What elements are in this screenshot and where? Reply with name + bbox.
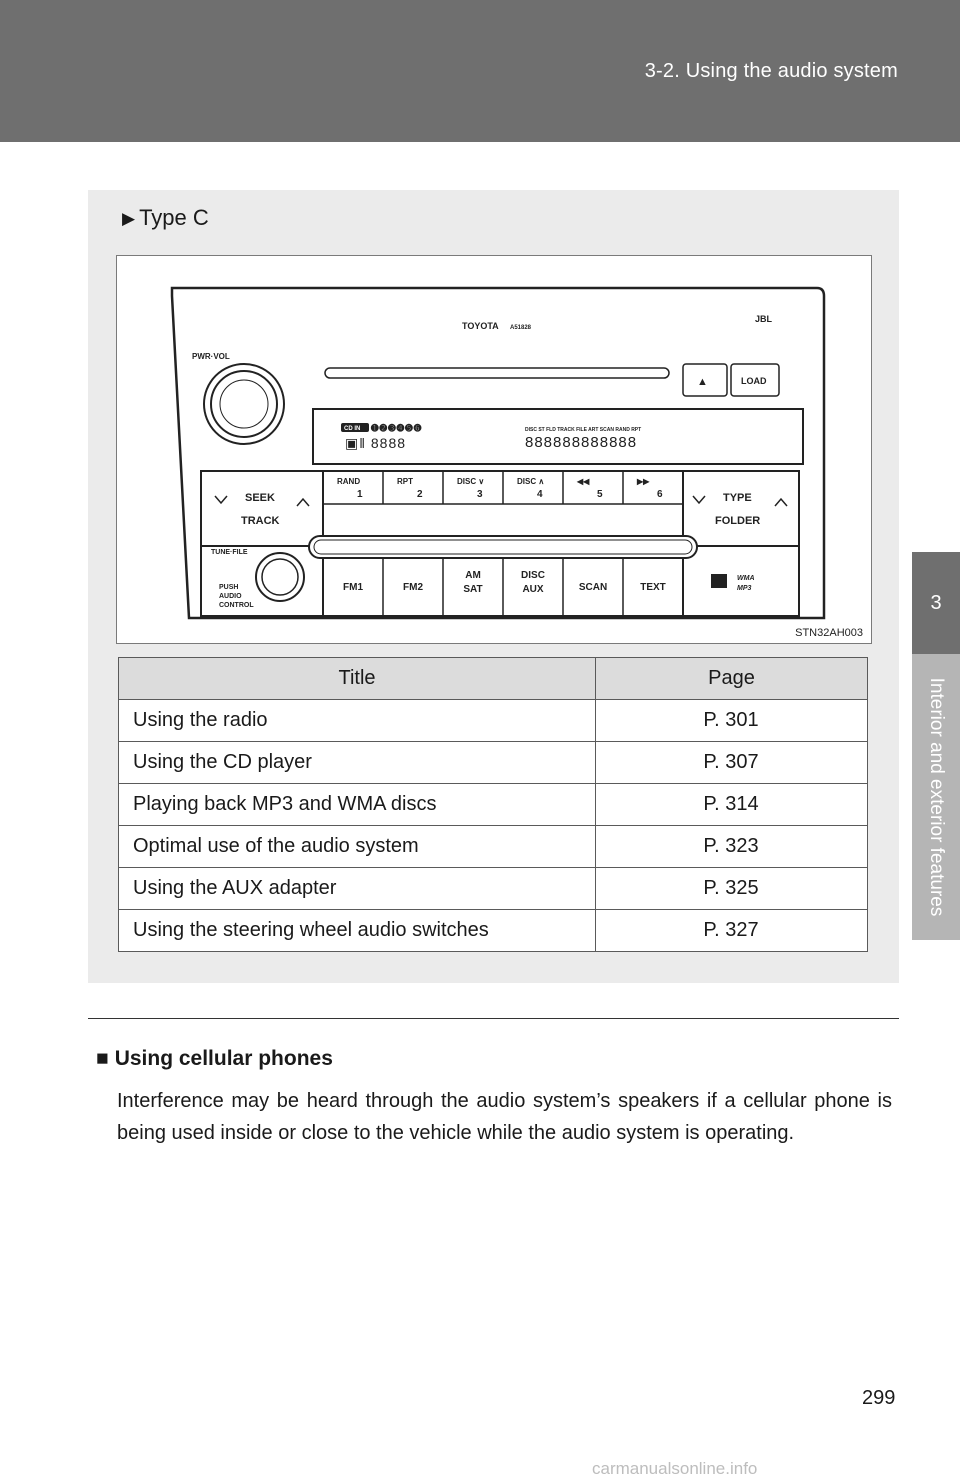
preset-button-6[interactable] — [625, 473, 681, 502]
jbl-logo: JBL — [755, 314, 773, 324]
preset-number: 6 — [657, 489, 663, 500]
mode-button-label: FM1 — [343, 582, 363, 593]
row-title: Using the AUX adapter — [119, 868, 596, 910]
control-label: CONTROL — [219, 602, 254, 609]
mode-button-label: SCAN — [578, 582, 608, 593]
seek-label: SEEK — [245, 492, 275, 504]
preset-number: 5 — [597, 489, 603, 500]
type-folder-button[interactable] — [685, 473, 797, 544]
type-label: TYPE — [723, 492, 752, 504]
row-title: Using the radio — [119, 700, 596, 742]
column-header-title: Title — [119, 658, 596, 700]
mode-button-label: SAT — [463, 584, 483, 595]
tune-file-label: TUNE·FILE — [211, 549, 248, 556]
seek-track-button[interactable] — [203, 473, 321, 544]
model-label: A51828 — [510, 325, 532, 331]
track-label: TRACK — [241, 515, 280, 527]
mode-button-label: AM — [465, 570, 481, 581]
row-title: Playing back MP3 and WMA discs — [119, 784, 596, 826]
row-title: Using the CD player — [119, 742, 596, 784]
preset-button-5[interactable] — [565, 473, 621, 502]
header-bar — [0, 0, 960, 142]
table-row — [119, 826, 868, 868]
disc-badge-icon — [711, 574, 727, 588]
preset-button-2[interactable] — [385, 473, 441, 502]
row-page-link[interactable]: P. 307 — [596, 742, 868, 784]
table-row — [119, 910, 868, 952]
cd-in-indicator: CD IN — [344, 426, 361, 432]
preset-top-label: RAND — [337, 477, 361, 486]
reference-table — [118, 657, 868, 952]
preset-top-label: ◀◀ — [577, 477, 590, 486]
table-row — [119, 784, 868, 826]
preset-number: 2 — [417, 489, 423, 500]
row-page-link[interactable]: P. 325 — [596, 868, 868, 910]
mp3-badge: MP3 — [737, 585, 752, 592]
row-page-link[interactable]: P. 327 — [596, 910, 868, 952]
section-divider — [88, 1018, 899, 1019]
table-row — [119, 700, 868, 742]
preset-top-label: RPT — [397, 477, 413, 486]
triangle-right-icon: ▶ — [122, 209, 136, 228]
display-indicators: DISC ST FLD TRACK FILE ART SCAN RAND RPT — [525, 427, 642, 433]
wma-badge: WMA — [737, 575, 755, 582]
preset-top-label: DISC ∧ — [517, 477, 545, 486]
row-page-link[interactable]: P. 314 — [596, 784, 868, 826]
cd-slot — [325, 368, 669, 378]
load-label: LOAD — [741, 376, 767, 386]
preset-number: 3 — [477, 489, 483, 500]
section-title: 3-2. Using the audio system — [644, 60, 898, 82]
svg-text:▣ǁ 8888: ▣ǁ 8888 — [345, 435, 407, 451]
page-number: 299 — [862, 1387, 896, 1409]
chapter-tab-number[interactable]: 3 — [912, 552, 960, 654]
svg-text:888888888888: 888888888888 — [525, 434, 638, 451]
power-knob-label: PWR·VOL — [192, 352, 230, 361]
table-row — [119, 868, 868, 910]
brand-label: TOYOTA — [462, 321, 499, 331]
svg-text:➊➋➌➍➎➏: ➊➋➌➍➎➏ — [371, 423, 423, 433]
preset-top-label: DISC ∨ — [457, 477, 485, 486]
row-title: Optimal use of the audio system — [119, 826, 596, 868]
mode-button-label: FM2 — [403, 582, 423, 593]
chapter-tab[interactable] — [912, 654, 960, 940]
row-page-link[interactable]: P. 323 — [596, 826, 868, 868]
note-heading — [96, 1047, 333, 1071]
row-title: Using the steering wheel audio switches — [119, 910, 596, 952]
mode-button-label: DISC — [521, 570, 545, 581]
column-header-page: Page — [596, 658, 868, 700]
audio-unit-figure — [116, 255, 872, 644]
eject-icon: ▲ — [697, 376, 708, 388]
mode-button-label: TEXT — [640, 582, 666, 593]
chapter-tab-label: Interior and exterior features — [926, 677, 947, 917]
type-heading-text: Type C — [139, 205, 209, 230]
note-body: Interference may be heard through the audio system’s speakers if a cellular phone is being used inside or close to the vehicle while the audio system is operating. — [117, 1090, 892, 1144]
table-header-row — [119, 658, 868, 700]
audio-unit-illustration — [117, 256, 873, 645]
square-bullet-icon: ■ — [96, 1047, 109, 1070]
preset-number: 4 — [537, 489, 543, 500]
push-label: PUSH — [219, 584, 239, 591]
note-title-text: Using cellular phones — [114, 1047, 333, 1070]
row-page-link[interactable]: P. 301 — [596, 700, 868, 742]
table-row — [119, 742, 868, 784]
watermark[interactable]: carmanualsonline.info — [592, 1459, 758, 1478]
folder-label: FOLDER — [715, 515, 761, 527]
preset-top-label: ▶▶ — [637, 477, 650, 486]
audio-label: AUDIO — [219, 593, 242, 600]
preset-number: 1 — [357, 489, 363, 500]
mode-button-label: AUX — [522, 584, 544, 595]
type-heading — [122, 205, 209, 231]
figure-code: STN32AH003 — [795, 627, 863, 639]
